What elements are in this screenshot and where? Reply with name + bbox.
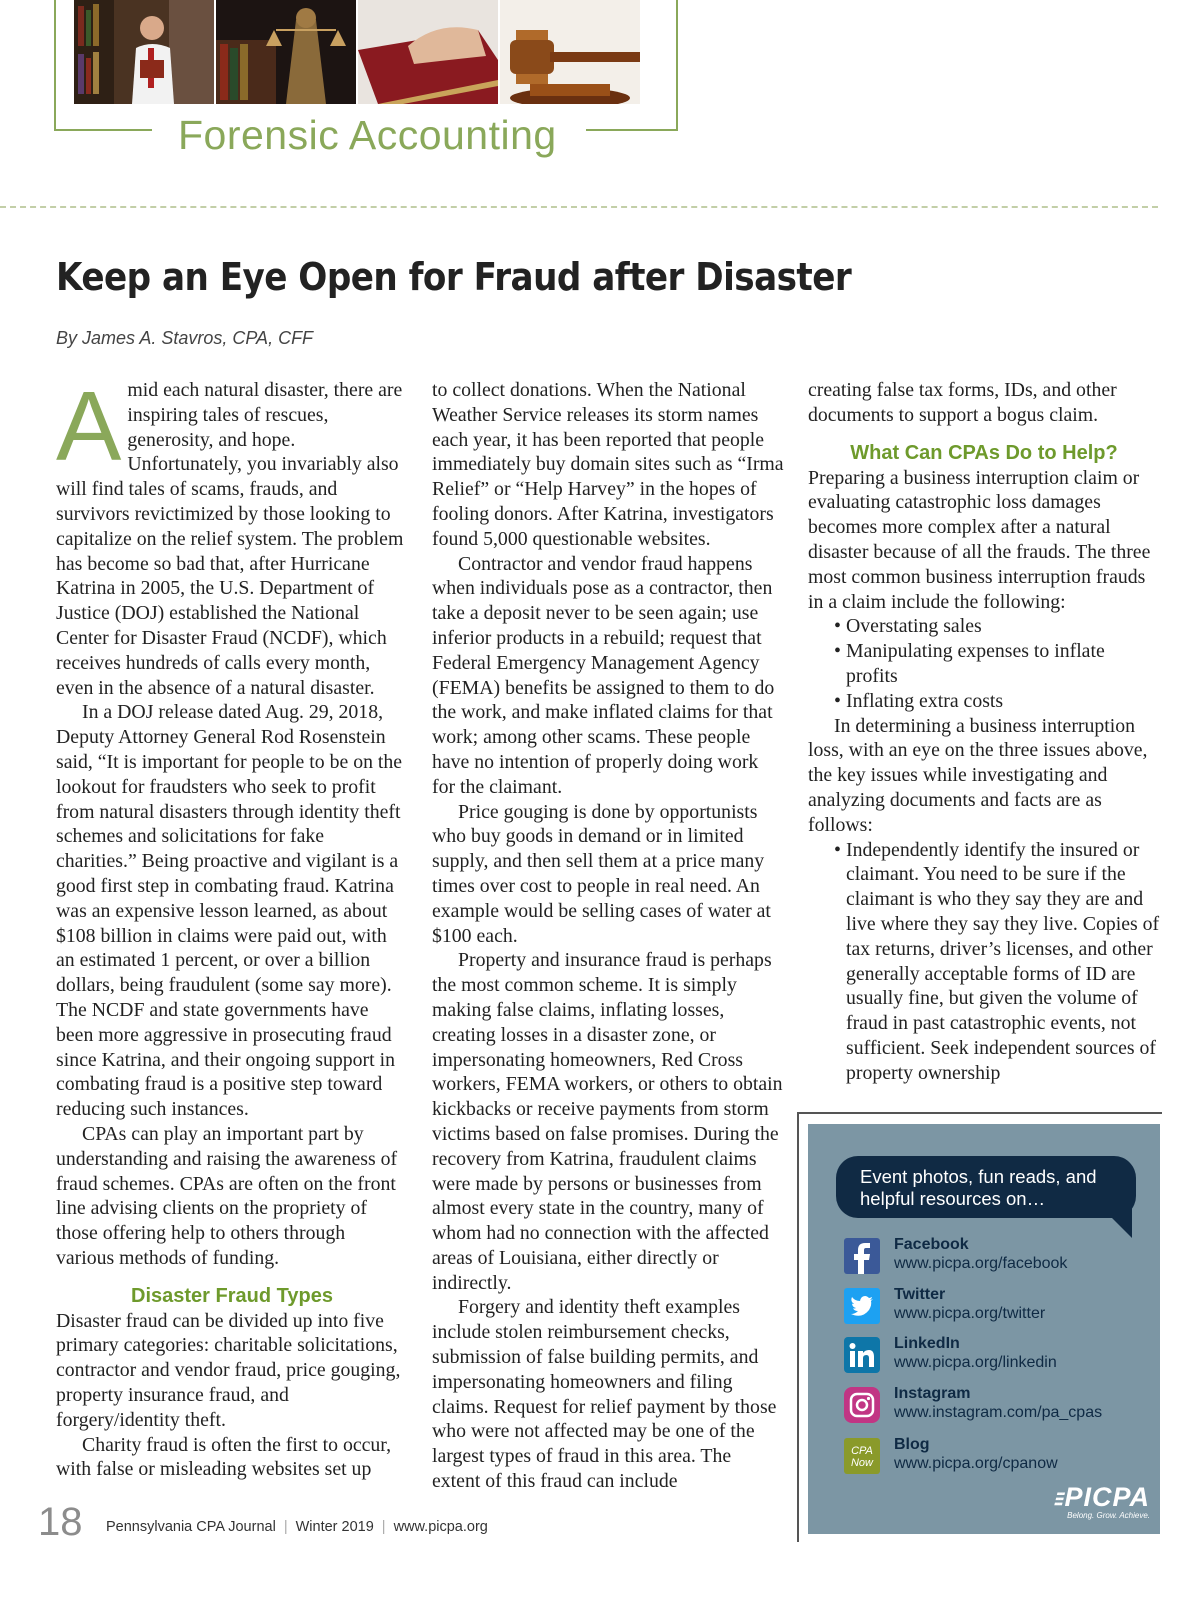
photo-hand-on-book [358, 0, 498, 104]
photo-lady-justice [216, 0, 356, 104]
speech-bubble-tail [1098, 1204, 1132, 1238]
drop-cap: A [56, 371, 122, 481]
article-column-1 [56, 371, 408, 1482]
social-link-instagram[interactable]: Instagram www.instagram.com/pa_cpas [844, 1385, 1154, 1429]
page-number: 18 [38, 1500, 83, 1544]
footer-credits: Pennsylvania CPA Journal | Winter 2019 | www.picpa.org [106, 1519, 488, 1535]
cpa-now-icon [844, 1438, 880, 1474]
social-link-facebook[interactable]: Facebook www.picpa.org/facebook [844, 1236, 1154, 1280]
paragraph: to collect donations. When the National Weather Service releases its storm names each year, it has been reported that people immediately buy domain sites such as “Irma Relief” or “Help Harvey” in the hopes of fooling donors. After Katrina, investigators found 5,000 questionable websites. [432, 379, 784, 550]
frame-right-line [676, 0, 678, 131]
subheading-what-can-cpas-do: What Can CPAs Do to Help? [850, 441, 1118, 464]
list-item: • Inflating extra costs [834, 689, 1160, 714]
paragraph: Disaster fraud can be divided up into five primary categories: charitable solicitations, contractor and vendor fraud, price gouging, property insurance fraud, and forgery/identity theft. [56, 1309, 401, 1431]
instagram-icon [844, 1387, 880, 1423]
article-column-2 [432, 378, 784, 1494]
issue-date: Winter 2019 [295, 1519, 374, 1535]
photo-lawyer-library [74, 0, 214, 104]
social-link-linkedin[interactable]: LinkedIn www.picpa.org/linkedin [844, 1335, 1154, 1379]
svg-text:Now: Now [850, 1457, 874, 1469]
picpa-logo: ⫶⫶⫶ PICPA Belong. Grow. Achieve. [1052, 1482, 1150, 1520]
article-headline: Keep an Eye Open for Fraud after Disaster [56, 255, 852, 299]
social-media-sidebar [808, 1124, 1160, 1534]
social-link-twitter[interactable]: Twitter www.picpa.org/twitter [844, 1286, 1154, 1330]
photo-gavel [500, 0, 640, 104]
intro-paragraph: Amid each natural disaster, there are inspiring tales of rescues, generosity, and hope. Unfortunately, you invariably also will find tales of scams, frauds, and survivors revictimized by those looking to capitalize on the relief system. The problem has become so bad that, after Hurricane Katrina in 2005, the U.S. Department of Justice (DOJ) established the National Center for Disaster Fraud (NCDF), which receives hundreds of calls every month, even in the absence of a natural disaster. [56, 371, 404, 699]
article-byline: By James A. Stavros, CPA, CFF [56, 328, 314, 348]
section-title: Forensic Accounting [178, 112, 557, 158]
paragraph: Property and insurance fraud is perhaps the most common scheme. It is simply making false claims, inflating losses, creating losses in a disaster zone, or impersonating homeowners, Red Cross workers, FEMA workers, or others to obtain kickbacks or receive payments from storm victims based on false promises. During the recovery from Katrina, fraudulent claims were made by persons or businesses from almost every state in the country, many of whom had no connection with the affected areas of Louisiana, either directly or indirectly. [432, 949, 783, 1294]
facebook-icon [844, 1238, 880, 1274]
paragraph: CPAs can play an important part by understanding and raising the awareness of fraud schemes. CPAs are often on the front line advising clients on the propriety of those offering help to others through various methods of funding. [56, 1122, 398, 1269]
journal-name: Pennsylvania CPA Journal [106, 1519, 276, 1535]
frame-bottom-left-line [54, 129, 152, 131]
paragraph: Price gouging is done by opportunists who buy goods in demand or in limited supply, and then sell them at a price many times over cost to people in real need. An example would be selling cases of water at $100 each. [432, 800, 771, 947]
social-link-blog[interactable]: CPA Now Blog www.picpa.org/cpanow [844, 1436, 1154, 1480]
paragraph: Contractor and vendor fraud happens when individuals pose as a contractor, then take a deposit never to be seen again; use inferior products in a rebuild; request that Federal Emergency Management Agency (FEMA) benefits be assigned to them to do the work, and make inflated claims for that work; among other scams. These people have no intention of properly doing work for the claimant. [432, 552, 775, 798]
paragraph: Preparing a business interruption claim or evaluating catastrophic loss damages becomes more complex after a natural disaster because of all the frauds. The three most common business interruption frauds in a claim include the following: [808, 466, 1151, 613]
list-item: • Overstating sales [834, 614, 1160, 639]
bullet-list-key-issues [808, 838, 1160, 1086]
dashed-divider [0, 206, 1158, 208]
paragraph: creating false tax forms, IDs, and other documents to support a bogus claim. [808, 379, 1117, 426]
paragraph: Charity fraud is often the first to occur, with false or misleading websites set up [56, 1433, 392, 1481]
twitter-icon [844, 1288, 880, 1324]
frame-left-line [54, 0, 56, 131]
speech-bubble: Event photos, fun reads, and helpful resources on… [836, 1156, 1136, 1218]
footer-website-link[interactable]: www.picpa.org [393, 1519, 488, 1535]
paragraph: In determining a business interruption loss, with an eye on the three issues above, the key issues while investigating and analyzing documents and facts are as follows: [808, 714, 1148, 836]
list-item: • Independently identify the insured or claimant. You need to be sure if the claimant is who they say they are and live where they say they live. Copies of tax returns, driver’s licenses, and other generally acceptable forms of ID are usually fine, but given the volume of fraud in past catastrophic events, not sufficient. Seek independent sources of property ownership [834, 838, 1160, 1086]
linkedin-icon [844, 1337, 880, 1373]
frame-bottom-right-line [586, 129, 678, 131]
list-item: • Manipulating expenses to inflate profits [834, 639, 1160, 689]
svg-text:CPA: CPA [851, 1445, 873, 1457]
article-column-3 [808, 378, 1160, 1086]
paragraph: Forgery and identity theft examples include stolen reimbursement checks, submission of false building permits, and impersonating homeowners and filing claims. Request for relief payment by those who were not affected may be one of the largest types of fraud in this area. The extent of this fraud can include [432, 1296, 777, 1493]
bullet-list-frauds [808, 614, 1160, 713]
paragraph: In a DOJ release dated Aug. 29, 2018, Deputy Attorney General Rod Rosenstein said, “It is important for people to be on the lookout for fraudsters who seek to profit from natural disasters through identity theft schemes and solicitations for fake charities.” Being proactive and vigilant is a good first step in combating fraud. Katrina was an expensive lesson learned, as about $108 billion in claims were paid out, with an estimated 1 percent, or over a billion dollars, being fraudulent (some say more). The NCDF and state governments have been more aggressive in prosecuting fraud since Katrina, and their ongoing support in combating fraud is a positive step toward reducing such instances. [56, 701, 403, 1121]
subheading-disaster-fraud-types: Disaster Fraud Types [131, 1284, 333, 1307]
